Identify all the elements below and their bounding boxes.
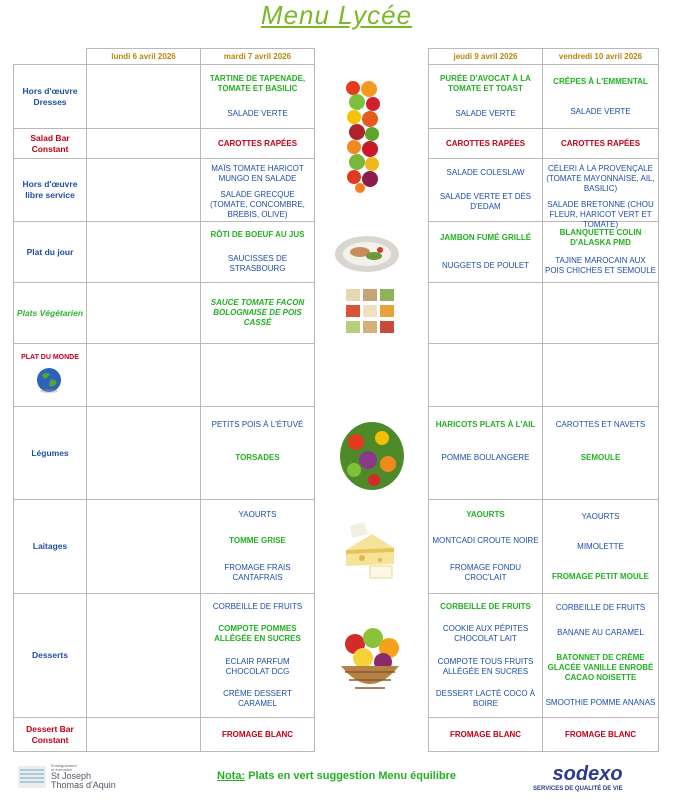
row-label: Hors d'œuvre Dresses <box>14 65 87 129</box>
menu-item: SAUCISSES DE STRASBOURG <box>227 253 288 273</box>
menu-item: BATONNET DE CRÈME GLACÉE VANILLE ENROBÉ CACAO NOISETTE <box>547 653 654 682</box>
menu-item: SALADE VERTE <box>455 109 516 118</box>
menu-item: JAMBON FUMÉ GRILLÉ <box>439 232 532 242</box>
menu-item: CORBEILLE DE FRUITS <box>440 601 531 611</box>
menu-cell-friday <box>543 594 659 718</box>
nota-text: Plats en vert suggestion Menu équilibre <box>248 770 456 782</box>
menu-item: MAÏS TOMATE HARICOT MUNGO EN SALADE <box>211 163 304 183</box>
menu-item: SALADE GRECQUE (TOMATE, CONCOMBRE, BREBIS, OLIVE) <box>210 189 305 219</box>
vegetables-image <box>345 80 381 193</box>
nota-prefix: Nota: <box>217 770 246 782</box>
school-logo-line3: St Joseph <box>51 771 92 781</box>
menu-item: FROMAGE FONDU CROC'LAIT <box>449 563 522 583</box>
menu-cell-monday <box>87 129 201 159</box>
menu-cell-thursday <box>429 65 543 129</box>
day-header-thursday: jeudi 9 avril 2026 <box>429 49 543 65</box>
menu-item: PETITS POIS À L'ÉTUVÉ <box>211 420 304 429</box>
menu-cell-friday <box>543 500 659 594</box>
menu-item: FROMAGE BLANC <box>221 729 294 739</box>
menu-item: SAUCE TOMATE FACON BOLOGNAISE DE POIS CASSÉ <box>210 298 305 327</box>
menu-cell-friday <box>543 159 659 229</box>
menu-item: SMOOTHIE POMME ANANAS <box>545 698 656 707</box>
menu-cell-tuesday <box>201 222 315 283</box>
day-header-friday: vendredi 10 avril 2026 <box>543 49 659 65</box>
menu-item: COMPOTE TOUS FRUITS ALLÉGÉE EN SUCRES <box>437 656 534 676</box>
menu-cell-thursday <box>429 344 543 407</box>
menu-item: TORSADES <box>235 453 280 462</box>
menu-item: MONTCADI CROUTE NOIRE <box>432 536 539 546</box>
table-row <box>14 407 659 500</box>
sodexo-tagline: SERVICES DE QUALITÉ DE VIE <box>533 786 623 792</box>
row-label: Dessert Bar Constant <box>14 718 87 752</box>
menu-item: FROMAGE BLANC <box>564 729 637 739</box>
menu-item: HARICOTS PLATS À L'AIL <box>435 420 536 429</box>
menu-item: SALADE VERTE <box>227 109 288 118</box>
menu-item: POMME BOULANGERE <box>441 453 530 462</box>
menu-cell-thursday <box>429 500 543 594</box>
menu-item: COOKIE AUX PÉPITES CHOCOLAT LAIT <box>442 624 529 644</box>
header-row <box>14 49 659 65</box>
menu-item: SEMOULE <box>580 453 621 462</box>
fruit-basket-image <box>335 622 405 698</box>
menu-item: CRÈME DESSERT CARAMEL <box>223 689 292 709</box>
menu-cell-monday <box>87 407 201 500</box>
menu-item: CAROTTES RAPÉES <box>445 138 526 148</box>
menu-cell-tuesday <box>201 594 315 718</box>
menu-cell-friday <box>543 283 659 344</box>
day-header-monday: lundi 6 avril 2026 <box>87 49 201 65</box>
menu-item: CAROTTES RAPÉES <box>217 138 298 148</box>
menu-item: COMPOTE POMMES ALLÉGÉE EN SUCRES <box>214 624 301 644</box>
menu-item: NUGGETS DE POULET <box>441 261 530 271</box>
menu-cell-thursday <box>429 159 543 222</box>
menu-cell-monday <box>87 65 201 129</box>
menu-cell-thursday <box>429 594 543 718</box>
menu-cell-friday <box>543 222 659 283</box>
menu-item: MIMOLETTE <box>577 541 624 551</box>
row-label: Laitages <box>14 500 87 594</box>
menu-item: BANANE AU CARAMEL <box>557 628 644 637</box>
menu-item: CAROTTES RAPÉES <box>560 138 641 148</box>
menu-cell-monday <box>87 159 201 222</box>
menu-cell-friday <box>543 65 659 129</box>
menu-item: CÉLERI À LA PROVENÇALE (TOMATE MAYONNAISE, AIL, BASILIC) <box>546 163 655 193</box>
menu-cell-monday <box>87 344 201 407</box>
menu-item: CRÊPES À L'EMMENTAL <box>553 76 648 86</box>
menu-cell-friday <box>543 407 659 500</box>
school-logo-line2: et formation <box>51 767 73 772</box>
menu-item: FROMAGE FRAIS CANTAFRAIS <box>224 563 291 583</box>
menu-cell-tuesday <box>201 65 315 129</box>
menu-cell-thursday <box>429 222 543 283</box>
menu-item: SALADE VERTE ET DÉS D'EDAM <box>439 192 532 212</box>
school-logo-line1: Enseignement <box>51 763 77 768</box>
menu-item: SALADE COLESLAW <box>446 167 525 177</box>
menu-cell-tuesday <box>201 283 315 344</box>
school-logo <box>17 764 116 790</box>
menu-cell-tuesday <box>201 500 315 594</box>
table-row <box>14 500 659 594</box>
menu-cell-thursday <box>429 718 543 752</box>
menu-cell-tuesday <box>201 718 315 752</box>
menu-item: YAOURTS <box>581 511 620 521</box>
header-corner <box>14 49 87 65</box>
menu-item: ECLAIR PARFUM CHOCOLAT DCG <box>225 656 290 676</box>
menu-item: YAOURTS <box>466 509 505 519</box>
menu-cell-thursday <box>429 283 543 344</box>
menu-cell-monday <box>87 222 201 283</box>
menu-cell-friday <box>543 344 659 407</box>
menu-item: CAROTTES ET NAVETS <box>555 420 646 429</box>
row-label: Desserts <box>14 594 87 718</box>
row-label: PLAT DU MONDE <box>14 344 87 407</box>
table-row <box>14 65 659 129</box>
row-label: Salad Bar Constant <box>14 129 87 159</box>
menu-item: YAOURTS <box>238 509 277 519</box>
vegetable-mix-image <box>338 420 406 492</box>
menu-cell-thursday <box>429 407 543 500</box>
row-label: Légumes <box>14 407 87 500</box>
table-row <box>14 718 659 752</box>
row-label: Hors d'œuvre libre service <box>14 159 87 222</box>
cheese-image <box>342 520 398 582</box>
school-logo-icon <box>17 764 47 790</box>
menu-item: DESSERT LACTÉ COCO À BOIRE <box>435 689 536 709</box>
table-row <box>14 129 659 159</box>
page-title: Menu Lycée <box>260 0 413 30</box>
menu-item: CORBEILLE DE FRUITS <box>212 601 303 611</box>
table-row <box>14 344 659 407</box>
menu-cell-monday <box>87 594 201 718</box>
row-label: Plats Végétarien <box>14 283 87 344</box>
menu-cell-tuesday <box>201 129 315 159</box>
menu-cell-tuesday <box>201 344 315 407</box>
menu-item: PURÉE D'AVOCAT À LA TOMATE ET TOAST <box>440 74 531 93</box>
menu-cell-thursday <box>429 129 543 159</box>
menu-item: RÔTI DE BOEUF AU JUS <box>210 230 305 240</box>
image-column-cell <box>315 344 429 407</box>
image-column-cell <box>315 718 429 752</box>
menu-item: TOMME GRISE <box>229 536 286 546</box>
menu-cell-monday <box>87 283 201 344</box>
table-row <box>14 283 659 344</box>
menu-cell-friday <box>543 718 659 752</box>
globe-icon <box>36 367 62 393</box>
image-column-header <box>315 49 429 65</box>
school-logo-line4: Thomas d'Aquin <box>51 780 116 790</box>
menu-item: TARTINE DE TAPENADE, TOMATE ET BASILIC <box>209 74 306 93</box>
menu-item: SALADE BRETONNE (CHOU FLEUR, HARICOT VERT ET TOMATE) <box>547 199 654 229</box>
row-label: Plat du jour <box>14 222 87 283</box>
day-header-tuesday: mardi 7 avril 2026 <box>201 49 315 65</box>
menu-item: CORBEILLE DE FRUITS <box>555 603 646 612</box>
table-row <box>14 159 659 222</box>
menu-cell-tuesday <box>201 407 315 500</box>
menu-item: FROMAGE PETIT MOULE <box>552 571 649 581</box>
menu-cell-monday <box>87 718 201 752</box>
sodexo-brand: sodexo <box>552 763 623 785</box>
menu-cell-tuesday <box>201 159 315 222</box>
menu-cell-monday <box>87 500 201 594</box>
menu-item: SALADE VERTE <box>570 106 631 116</box>
plate-image <box>334 230 400 274</box>
sodexo-logo <box>533 764 623 792</box>
veggie-dishes-image <box>345 288 395 334</box>
menu-item: BLANQUETTE COLIN D'ALASKA PMD <box>559 227 642 247</box>
menu-item: TAJINE MAROCAIN AUX POIS CHICHES ET SEMOULE <box>545 256 656 276</box>
menu-item: FROMAGE BLANC <box>449 729 522 739</box>
menu-cell-friday <box>543 129 659 159</box>
